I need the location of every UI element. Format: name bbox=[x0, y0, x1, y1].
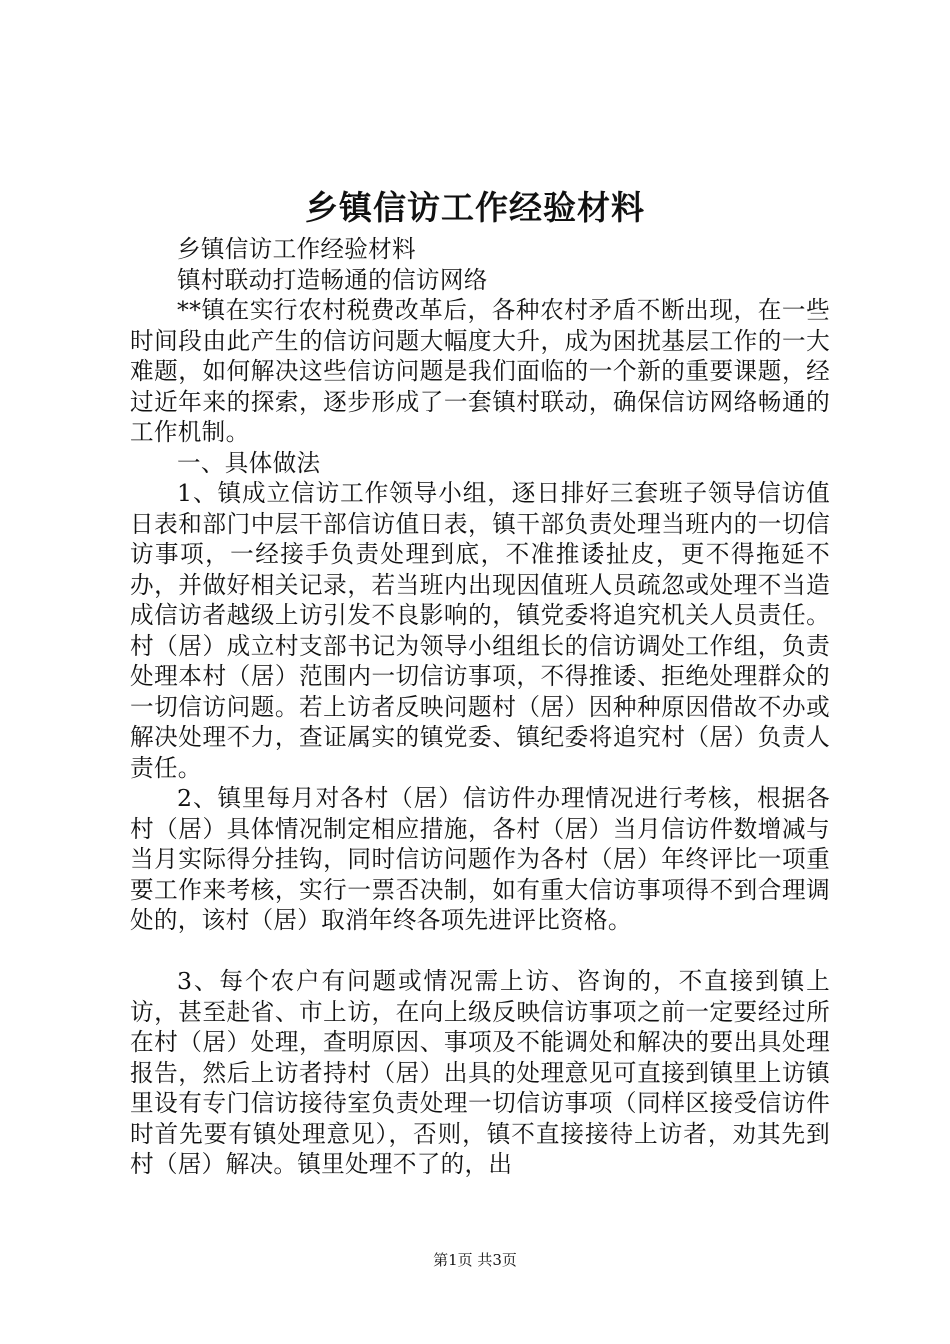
section-heading: 一、具体做法 bbox=[177, 448, 321, 477]
paragraph-intro: **镇在实行农村税费改革后，各种农村矛盾不断出现，在一些时间段由此产生的信访问题大幅度大升，成为困扰基层工作的一大难题，如何解决这些信访问题是我们面临的一个新的重要课题，经过近年来的探索，逐步形成了一套镇村联动，确保信访网络畅通的工作机制。 bbox=[130, 296, 830, 446]
page-number: 第1页 共3页 bbox=[433, 1251, 517, 1269]
paragraph-spacer bbox=[130, 936, 830, 967]
paragraph-item-3: 3、每个农户有问题或情况需上访、咨询的，不直接到镇上访，甚至赴省、市上访，在向上级反映信访事项之前一定要经过所在村（居）处理，查明原因、事项及不能调处和解决的要出具处理报告，然后上访者持村（居）出具的处理意见可直接到镇里上访镇里设有专门信访接待室负责处理一切信访事项（同样区接受信访件时首先要有镇处理意见），否则，镇不直接接待上访者，劝其先到村（居）解决。镇里处理不了的，出 bbox=[130, 967, 830, 1178]
document-body bbox=[130, 234, 830, 1180]
paragraph-subtitle: 乡镇信访工作经验材料 bbox=[177, 235, 416, 263]
paragraph-heading: 镇村联动打造畅通的信访网络 bbox=[177, 265, 488, 294]
document-title: 乡镇信访工作经验材料 bbox=[305, 188, 645, 227]
paragraph-item-1: 1、镇成立信访工作领导小组，逐日排好三套班子领导信访值日表和部门中层干部信访值日表，镇干部负责处理当班内的一切信访事项，一经接手负责处理到底，不准推诿扯皮，更不得拖延不办，并做好相关记录，若当班内出现因值班人员疏忽或处理不当造成信访者越级上访引发不良影响的，镇党委将追究机关人员责任。村（居）成立村支部书记为领导小组组长的信访调处工作组，负责处理本村（居）范围内一切信访事项，不得推诿、拒绝处理群众的一切信访问题。若上访者反映问题村（居）因种种原因借故不办或解决处理不力，查证属实的镇党委、镇纪委将追究村（居）负责人责任。 bbox=[130, 479, 830, 782]
paragraph-item-2: 2、镇里每月对各村（居）信访件办理情况进行考核，根据各村（居）具体情况制定相应措施，各村（居）当月信访件数增减与当月实际得分挂钩，同时信访问题作为各村（居）年终评比一项重要工作来考核，实行一票否决制，如有重大信访事项得不到合理调处的，该村（居）取消年终各项先进评比资格。 bbox=[130, 784, 830, 934]
